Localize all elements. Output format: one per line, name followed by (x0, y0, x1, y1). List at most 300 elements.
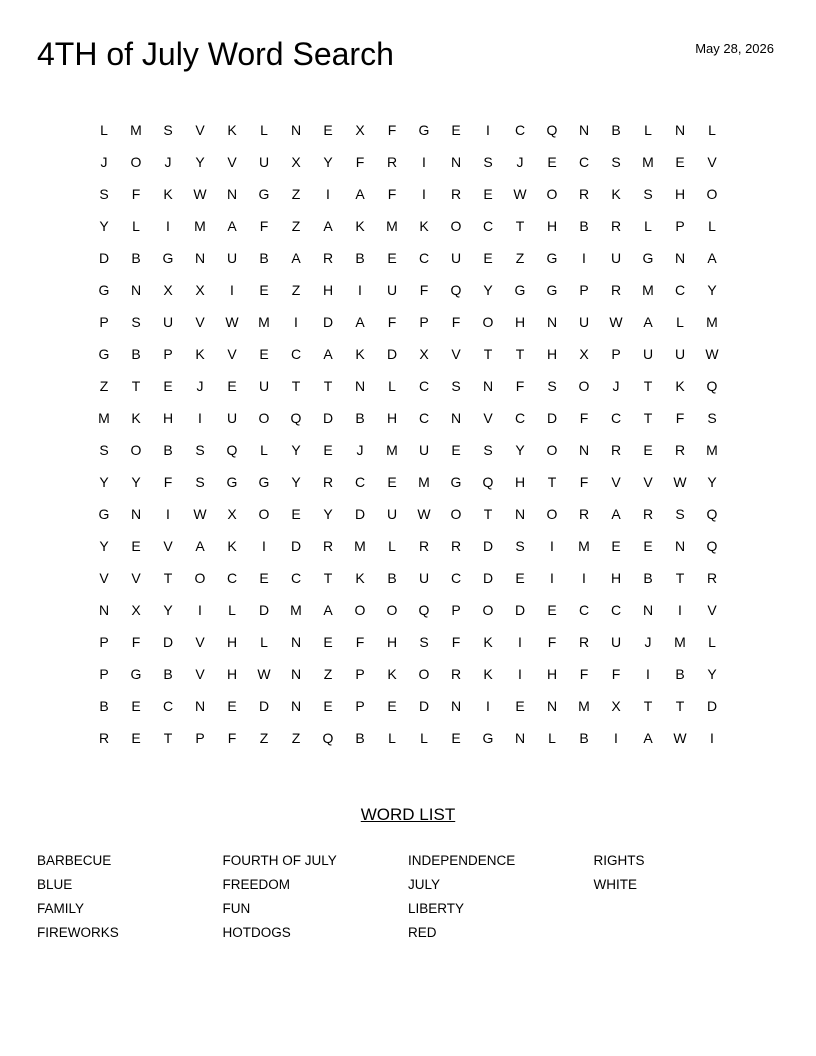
grid-letter: R (322, 474, 334, 490)
grid-letter: I (422, 186, 426, 202)
grid-letter: F (547, 634, 557, 650)
grid-letter: T (163, 570, 173, 586)
grid-letter: S (195, 442, 205, 458)
grid-letter: U (610, 634, 622, 650)
grid-letter: O (482, 314, 494, 330)
grid-letter: K (483, 634, 493, 650)
grid-letter: V (99, 570, 109, 586)
grid-letter: G (418, 122, 430, 138)
grid-letter: Z (323, 666, 333, 682)
grid-letter: A (643, 730, 653, 746)
grid-letter: V (195, 666, 205, 682)
grid-letter: I (422, 154, 426, 170)
grid-letter: E (259, 346, 269, 362)
grid-letter: T (515, 346, 525, 362)
grid-letter: K (163, 186, 173, 202)
grid-letter: B (99, 698, 109, 714)
grid-letter: H (674, 186, 686, 202)
grid-letter: R (450, 666, 462, 682)
grid-letter: I (518, 666, 522, 682)
grid-letter: O (546, 506, 558, 522)
grid-letter: D (546, 410, 558, 426)
grid-letter: L (388, 538, 396, 554)
grid-letter: C (450, 570, 462, 586)
grid-letter: G (546, 282, 558, 298)
grid-letter: P (99, 666, 109, 682)
grid-letter: E (387, 698, 397, 714)
grid-letter: F (131, 186, 141, 202)
grid-letter: O (546, 442, 558, 458)
grid-letter: U (418, 442, 430, 458)
grid-letter: G (482, 730, 494, 746)
grid-letter: E (547, 154, 557, 170)
grid-letter: B (611, 122, 621, 138)
grid-letter: T (323, 378, 333, 394)
grid-letter: Q (450, 282, 462, 298)
grid-letter: R (322, 250, 334, 266)
grid-letter: J (644, 634, 652, 650)
grid-letter: G (226, 474, 238, 490)
grid-letter: C (482, 218, 494, 234)
grid-letter: R (450, 538, 462, 554)
word-list-item: FIREWORKS (37, 925, 119, 940)
grid-letter: T (323, 570, 333, 586)
grid-letter: G (258, 186, 270, 202)
grid-letter: Y (99, 538, 109, 554)
grid-letter: U (642, 346, 654, 362)
grid-letter: I (582, 250, 586, 266)
grid-letter: X (131, 602, 141, 618)
word-list-heading: WORD LIST (360, 805, 456, 824)
grid-letter: C (418, 378, 430, 394)
grid-letter: T (643, 410, 653, 426)
grid-letter: F (163, 474, 173, 490)
grid-letter: C (162, 698, 174, 714)
grid-letter: N (514, 506, 526, 522)
grid-letter: B (355, 410, 365, 426)
grid-letter: H (226, 634, 238, 650)
grid-letter: F (579, 410, 589, 426)
grid-letter: F (355, 154, 365, 170)
grid-letter: B (259, 250, 269, 266)
grid-letter: X (579, 346, 589, 362)
grid-letter: L (644, 122, 652, 138)
grid-letter: N (546, 698, 558, 714)
grid-letter: C (578, 154, 590, 170)
grid-letter: B (131, 346, 141, 362)
grid-letter: K (483, 666, 493, 682)
grid-letter: G (98, 506, 110, 522)
grid-letter: S (515, 538, 525, 554)
grid-letter: W (193, 186, 207, 202)
grid-letter: O (386, 602, 398, 618)
grid-letter: H (610, 570, 622, 586)
grid-letter: I (230, 282, 234, 298)
grid-letter: Z (291, 282, 301, 298)
grid-letter: B (579, 218, 589, 234)
grid-letter: K (355, 570, 365, 586)
grid-letter: N (642, 602, 654, 618)
grid-letter: E (387, 250, 397, 266)
grid-letter: Y (707, 282, 717, 298)
grid-letter: M (98, 410, 110, 426)
grid-letter: E (323, 634, 333, 650)
grid-letter: O (450, 218, 462, 234)
grid-letter: G (546, 250, 558, 266)
word-list-item: RED (408, 925, 437, 940)
grid-letter: T (675, 698, 685, 714)
grid-letter: R (322, 538, 334, 554)
grid-letter: C (418, 410, 430, 426)
grid-letter: N (194, 250, 206, 266)
grid-letter: S (163, 122, 173, 138)
grid-letter: L (676, 314, 684, 330)
grid-letter: L (548, 730, 556, 746)
grid-letter: W (705, 346, 719, 362)
grid-letter: Y (707, 474, 717, 490)
grid-letter: I (518, 634, 522, 650)
grid-letter: E (483, 250, 493, 266)
grid-letter: L (388, 730, 396, 746)
grid-letter: J (516, 154, 524, 170)
grid-letter: R (98, 730, 110, 746)
grid-letter: L (260, 442, 268, 458)
grid-letter: I (358, 282, 362, 298)
grid-letter: B (643, 570, 653, 586)
grid-letter: H (226, 666, 238, 682)
grid-letter: E (323, 442, 333, 458)
grid-letter: I (486, 122, 490, 138)
grid-letter: H (546, 346, 558, 362)
grid-letter: Y (195, 154, 205, 170)
grid-letter: F (515, 378, 525, 394)
grid-letter: E (387, 474, 397, 490)
grid-letter: S (675, 506, 685, 522)
grid-letter: N (290, 666, 302, 682)
grid-letter: N (546, 314, 558, 330)
grid-letter: R (578, 634, 590, 650)
grid-letter: D (514, 602, 526, 618)
grid-letter: V (707, 154, 717, 170)
grid-letter: S (547, 378, 557, 394)
grid-letter: O (578, 378, 590, 394)
grid-letter: E (131, 538, 141, 554)
grid-letter: U (258, 378, 270, 394)
grid-letter: X (611, 698, 621, 714)
grid-letter: E (259, 282, 269, 298)
letter-grid (88, 114, 728, 754)
grid-letter: Y (131, 474, 141, 490)
grid-letter: U (162, 314, 174, 330)
grid-letter: U (610, 250, 622, 266)
grid-letter: N (130, 282, 142, 298)
grid-letter: D (290, 538, 302, 554)
grid-letter: M (706, 314, 718, 330)
grid-letter: S (99, 186, 109, 202)
grid-letter: B (387, 570, 397, 586)
grid-letter: D (386, 346, 398, 362)
grid-letter: E (643, 538, 653, 554)
grid-letter: V (195, 314, 205, 330)
grid-letter: J (100, 154, 108, 170)
grid-letter: R (642, 506, 654, 522)
grid-letter: S (99, 442, 109, 458)
grid-letter: E (515, 698, 525, 714)
grid-letter: E (515, 570, 525, 586)
grid-letter: N (450, 410, 462, 426)
grid-letter: V (195, 634, 205, 650)
grid-letter: Q (418, 602, 430, 618)
grid-letter: N (450, 698, 462, 714)
grid-letter: W (673, 474, 687, 490)
grid-letter: K (675, 378, 685, 394)
grid-letter: A (643, 314, 653, 330)
grid-letter: M (258, 314, 270, 330)
grid-letter: S (483, 154, 493, 170)
grid-letter: T (131, 378, 141, 394)
grid-letter: D (162, 634, 174, 650)
grid-letter: U (386, 506, 398, 522)
grid-letter: K (227, 538, 237, 554)
grid-letter: Q (706, 538, 718, 554)
grid-letter: F (579, 474, 589, 490)
grid-letter: M (418, 474, 430, 490)
grid-letter: D (322, 314, 334, 330)
grid-letter: F (451, 314, 461, 330)
grid-letter: R (610, 218, 622, 234)
grid-letter: L (260, 634, 268, 650)
grid-letter: L (100, 122, 108, 138)
grid-letter: N (450, 154, 462, 170)
grid-letter: N (226, 186, 238, 202)
grid-letter: W (225, 314, 239, 330)
grid-letter: C (418, 250, 430, 266)
grid-letter: O (194, 570, 206, 586)
grid-letter: A (355, 186, 365, 202)
grid-letter: W (513, 186, 527, 202)
grid-letter: I (326, 186, 330, 202)
grid-letter: E (451, 442, 461, 458)
grid-letter: V (643, 474, 653, 490)
grid-letter: I (198, 602, 202, 618)
grid-letter: N (674, 250, 686, 266)
word-list-item: WHITE (593, 877, 637, 892)
grid-letter: Y (99, 474, 109, 490)
grid-letter: V (451, 346, 461, 362)
grid-letter: I (710, 730, 714, 746)
grid-letter: F (387, 186, 397, 202)
grid-letter: D (258, 602, 270, 618)
grid-letter: G (98, 346, 110, 362)
grid-letter: F (611, 666, 621, 682)
grid-letter: T (163, 730, 173, 746)
grid-letter: R (706, 570, 718, 586)
grid-letter: E (675, 154, 685, 170)
grid-letter: R (418, 538, 430, 554)
word-list-item: BARBECUE (37, 853, 112, 868)
grid-letter: M (578, 698, 590, 714)
grid-letter: E (227, 698, 237, 714)
grid-letter: N (130, 506, 142, 522)
grid-letter: W (417, 506, 431, 522)
grid-letter: Y (707, 666, 717, 682)
grid-letter: E (227, 378, 237, 394)
grid-letter: K (355, 346, 365, 362)
grid-letter: G (642, 250, 654, 266)
grid-letter: Q (322, 730, 334, 746)
grid-letter: E (451, 730, 461, 746)
grid-letter: R (610, 282, 622, 298)
grid-letter: C (226, 570, 238, 586)
grid-letter: B (675, 666, 685, 682)
grid-letter: X (163, 282, 173, 298)
grid-letter: F (451, 634, 461, 650)
grid-letter: I (198, 410, 202, 426)
grid-letter: M (130, 122, 142, 138)
word-list-item: FAMILY (37, 901, 85, 916)
grid-letter: M (674, 634, 686, 650)
grid-letter: I (646, 666, 650, 682)
grid-letter: B (163, 666, 173, 682)
grid-letter: S (131, 314, 141, 330)
grid-letter: C (674, 282, 686, 298)
grid-letter: D (482, 538, 494, 554)
grid-letter: M (354, 538, 366, 554)
word-list-item: INDEPENDENCE (408, 853, 516, 868)
grid-letter: S (419, 634, 429, 650)
grid-letter: G (450, 474, 462, 490)
grid-letter: V (611, 474, 621, 490)
grid-letter: Z (291, 218, 301, 234)
grid-letter: Y (323, 506, 333, 522)
grid-letter: P (419, 314, 429, 330)
grid-letter: T (515, 218, 525, 234)
grid-letter: P (451, 602, 461, 618)
grid-letter: O (706, 186, 718, 202)
grid-letter: G (258, 474, 270, 490)
grid-letter: I (166, 506, 170, 522)
grid-letter: V (227, 154, 237, 170)
grid-letter: Z (291, 186, 301, 202)
grid-letter: E (163, 378, 173, 394)
grid-letter: U (226, 410, 238, 426)
grid-letter: R (610, 442, 622, 458)
grid-letter: O (546, 186, 558, 202)
grid-letter: S (195, 474, 205, 490)
grid-letter: D (482, 570, 494, 586)
grid-letter: L (388, 378, 396, 394)
grid-letter: C (290, 570, 302, 586)
grid-letter: I (678, 602, 682, 618)
grid-letter: I (550, 570, 554, 586)
grid-letter: H (162, 410, 174, 426)
grid-letter: L (260, 122, 268, 138)
grid-letter: D (706, 698, 718, 714)
grid-letter: O (258, 410, 270, 426)
grid-letter: E (451, 122, 461, 138)
grid-letter: X (419, 346, 429, 362)
grid-letter: B (579, 730, 589, 746)
grid-letter: T (483, 506, 493, 522)
grid-letter: U (386, 282, 398, 298)
grid-letter: U (418, 570, 430, 586)
grid-letter: P (163, 346, 173, 362)
grid-letter: F (419, 282, 429, 298)
grid-letter: V (131, 570, 141, 586)
grid-letter: X (291, 154, 301, 170)
grid-letter: E (323, 122, 333, 138)
grid-letter: K (387, 666, 397, 682)
grid-letter: N (482, 378, 494, 394)
grid-letter: R (578, 506, 590, 522)
word-list-item: JULY (408, 877, 441, 892)
grid-letter: F (579, 666, 589, 682)
grid-letter: H (546, 218, 558, 234)
grid-letter: X (355, 122, 365, 138)
grid-letter: P (355, 666, 365, 682)
grid-letter: W (609, 314, 623, 330)
grid-letter: Y (163, 602, 173, 618)
word-list-item: LIBERTY (408, 901, 465, 916)
grid-letter: G (98, 282, 110, 298)
grid-letter: E (291, 506, 301, 522)
grid-letter: H (386, 410, 398, 426)
grid-letter: L (420, 730, 428, 746)
grid-letter: B (355, 250, 365, 266)
grid-letter: Q (546, 122, 558, 138)
grid-letter: M (642, 154, 654, 170)
grid-letter: N (194, 698, 206, 714)
grid-letter: A (323, 602, 333, 618)
grid-letter: Z (291, 730, 301, 746)
grid-letter: A (355, 314, 365, 330)
grid-letter: D (322, 410, 334, 426)
grid-letter: C (354, 474, 366, 490)
grid-letter: V (163, 538, 173, 554)
grid-letter: H (546, 666, 558, 682)
grid-letter: C (290, 346, 302, 362)
grid-letter: L (132, 218, 140, 234)
grid-letter: T (547, 474, 557, 490)
grid-letter: R (674, 442, 686, 458)
grid-letter: F (387, 314, 397, 330)
grid-letter: M (194, 218, 206, 234)
grid-letter: D (98, 250, 110, 266)
grid-letter: E (131, 698, 141, 714)
grid-letter: L (644, 218, 652, 234)
grid-letter: A (291, 250, 301, 266)
grid-letter: V (195, 122, 205, 138)
grid-letter: I (262, 538, 266, 554)
grid-letter: M (386, 218, 398, 234)
grid-letter: Q (706, 506, 718, 522)
grid-letter: D (418, 698, 430, 714)
grid-letter: T (643, 378, 653, 394)
grid-letter: M (290, 602, 302, 618)
grid-letter: F (387, 122, 397, 138)
grid-letter: C (514, 410, 526, 426)
grid-letter: E (259, 570, 269, 586)
word-list-item: HOTDOGS (222, 925, 291, 940)
grid-letter: V (707, 602, 717, 618)
grid-letter: N (290, 634, 302, 650)
grid-letter: O (258, 506, 270, 522)
grid-letter: I (550, 538, 554, 554)
grid-letter: S (643, 186, 653, 202)
grid-letter: J (356, 442, 364, 458)
grid-letter: H (322, 282, 334, 298)
grid-letter: Q (482, 474, 494, 490)
